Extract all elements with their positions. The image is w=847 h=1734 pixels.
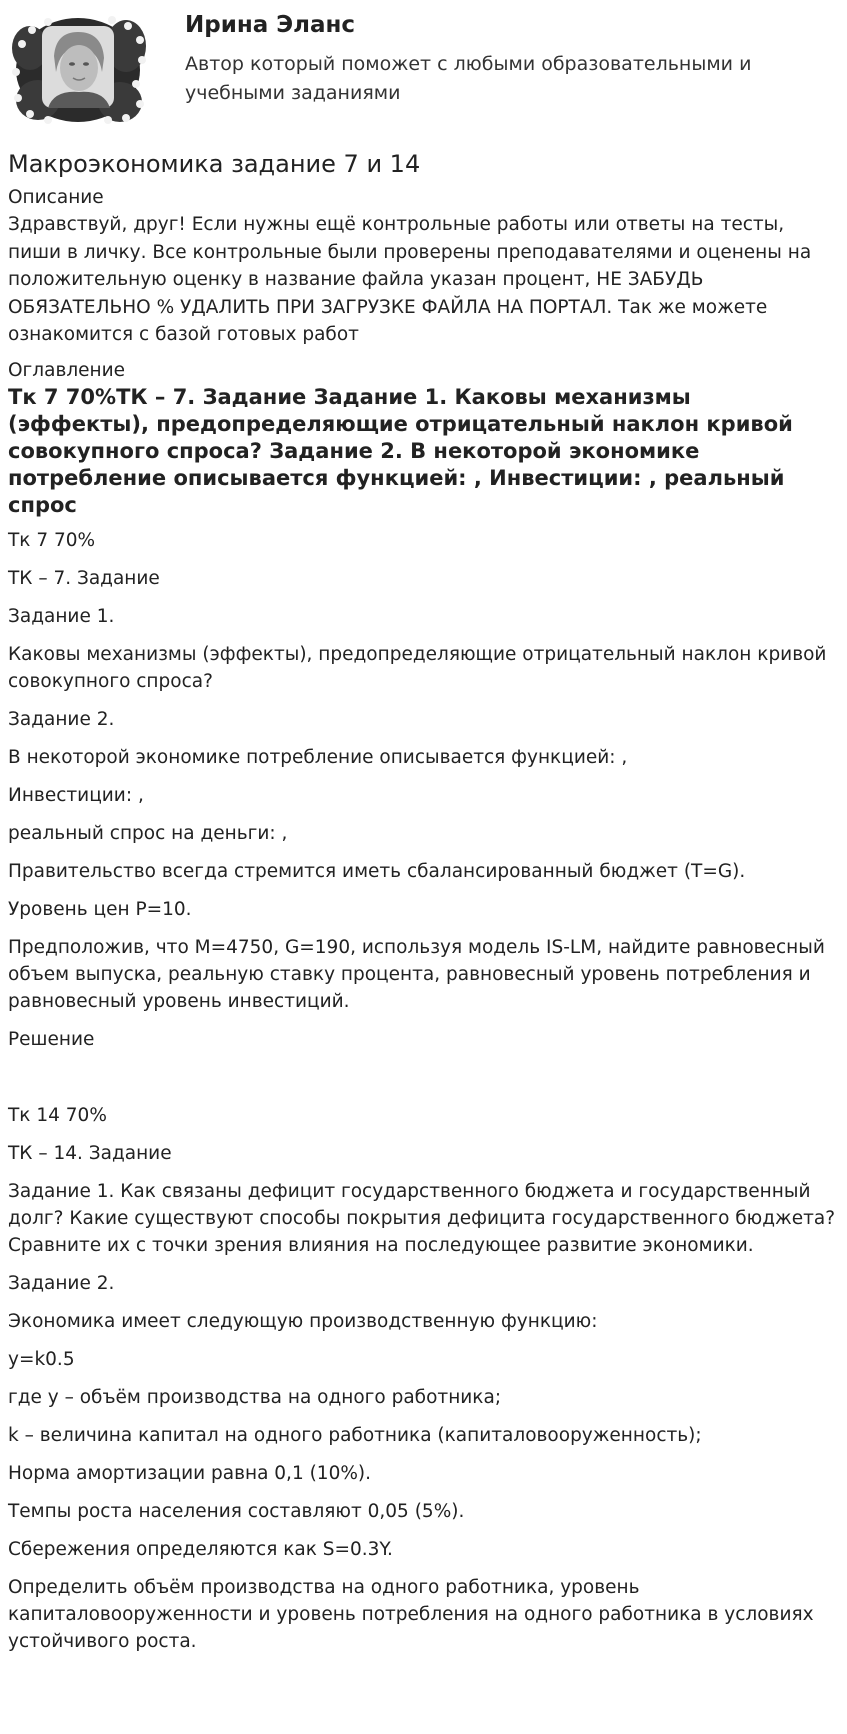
solution-label: Решение	[8, 1028, 95, 1050]
avatar-image	[8, 8, 148, 126]
paragraph: Инвестиции: ,	[8, 784, 144, 806]
task-7-section	[8, 527, 838, 1053]
author-name[interactable]: Ирина Эланс	[185, 12, 356, 38]
avatar[interactable]	[8, 8, 148, 126]
paragraph: Норма амортизации равна 0,1 (10%).	[8, 1462, 372, 1484]
paragraph: реальный спрос на деньги: ,	[8, 822, 288, 844]
work-content	[8, 148, 838, 1666]
paragraph: Задание 2.	[8, 708, 115, 730]
paragraph: Уровень цен P=10.	[8, 898, 192, 920]
paragraph: Определить объём производства на одного работника, уровень капиталовооруженности и уровень потребления на одного работника в условиях устойчивого роста.	[8, 1576, 814, 1652]
paragraph: Экономика имеет следующую производственную функцию:	[8, 1310, 598, 1332]
paragraph: Правительство всегда стремится иметь сбалансированный бюджет (T=G).	[8, 860, 746, 882]
paragraph: y=k0.5	[8, 1348, 75, 1370]
author-description: Автор который поможет с любыми образовательными и учебными заданиями	[185, 53, 752, 104]
description-text: Здравствуй, друг! Если нужны ещё контрольные работы или ответы на тесты, пиши в личку. Все контрольные были проверены преподавателями и оценены на положительную оценку в название файла указан процент, НЕ ЗАБУДЬ ОБЯЗАТЕЛЬНО % УДАЛИТЬ ПРИ ЗАГРУЗКЕ ФАЙЛА НА ПОРТАЛ. Так же можете ознакомится с базой готовых работ	[8, 214, 812, 345]
paragraph: ТК – 7. Задание	[8, 567, 160, 589]
paragraph: Сбережения определяются как S=0.3Y.	[8, 1538, 393, 1560]
page-title: Макроэкономика задание 7 и 14	[8, 150, 421, 178]
paragraph: Каковы механизмы (эффекты), предопределяющие отрицательный наклон кривой совокупного спроса?	[8, 643, 827, 692]
paragraph: Задание 1. Как связаны дефицит государственного бюджета и государственный долг? Какие существуют способы покрытия дефицита государственного бюджета? Сравните их с точки зрения влияния на последующее развитие экономики.	[8, 1180, 836, 1256]
paragraph: k – величина капитал на одного работника (капиталовооруженность);	[8, 1424, 702, 1446]
description-label: Описание	[8, 187, 104, 208]
toc-label: Оглавление	[8, 359, 126, 381]
toc-heading: Тк 7 70%ТК – 7. Задание Задание 1. Каковы механизмы (эффекты), предопределяющие отрицательный наклон кривой совокупного спроса? Задание 2. В некоторой экономике потребление описывается функцией: , Инвестиции: , реальный спрос	[8, 384, 793, 517]
paragraph: Темпы роста населения составляют 0,05 (5%).	[8, 1500, 465, 1522]
spacer	[8, 1064, 838, 1102]
task-14-section	[8, 1102, 838, 1655]
paragraph: Задание 1.	[8, 605, 115, 627]
paragraph: Задание 2.	[8, 1272, 115, 1294]
paragraph: В некоторой экономике потребление описывается функцией: ,	[8, 746, 628, 768]
paragraph: Тк 7 70%	[8, 529, 96, 551]
paragraph: где y – объём производства на одного работника;	[8, 1386, 502, 1408]
author-header	[0, 0, 847, 130]
paragraph: ТК – 14. Задание	[8, 1142, 172, 1164]
paragraph: Предположив, что M=4750, G=190, используя модель IS-LM, найдите равновесный объем выпуска, реальную ставку процента, равновесный уровень потребления и равновесный уровень инвестиций.	[8, 936, 825, 1012]
paragraph: Тк 14 70%	[8, 1104, 107, 1126]
